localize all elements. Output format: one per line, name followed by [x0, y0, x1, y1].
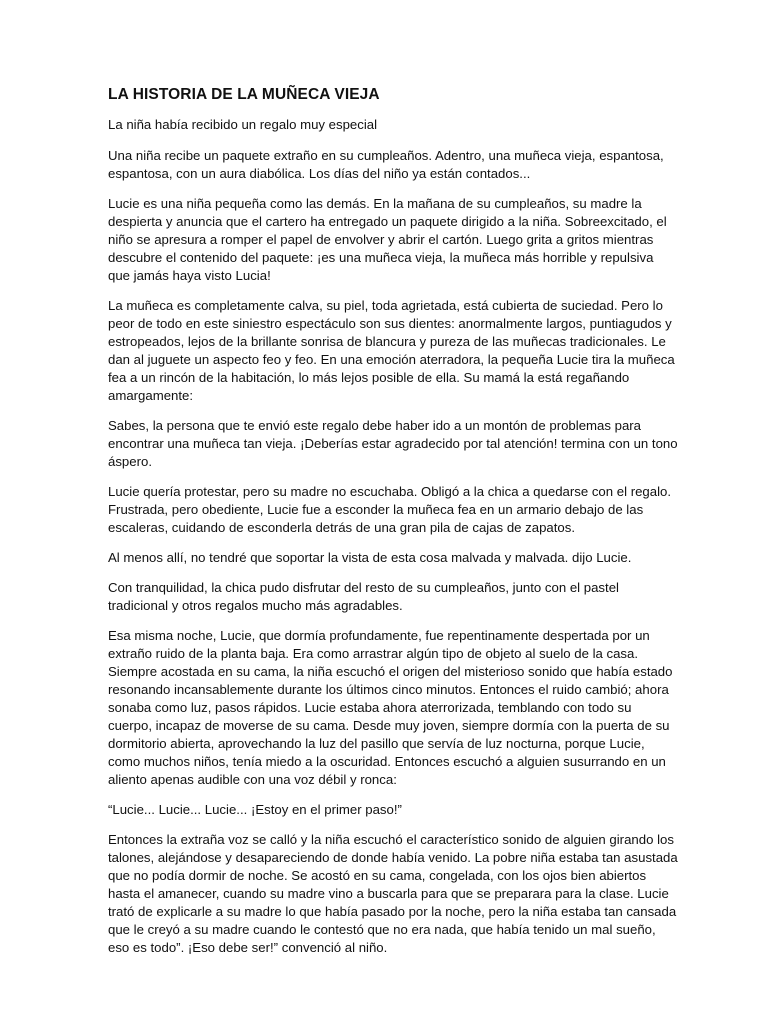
paragraph-birthday: Lucie es una niña pequeña como las demás. En la mañana de su cumpleaños, su madre la despierta y anuncia que el cartero ha entregado un paquete dirigido a la niña. Sobreexcitado, el niño se apresura a romper el papel de envolver y abrir el cartón. Luego grita a gritos mientras descubre el contenido del paquete: ¡es una muñeca vieja, la muñeca más horrible y repulsiva que jamás haya visto Lucia! [108, 196, 667, 283]
paragraph-morning: Entonces la extraña voz se calló y la niña escuchó el característico sonido de alguien girando los talones, alejándose y desapareciendo de donde había venido. La pobre niña estaba tan asustada que no podía dormir de noche. Se acostó en su cama, congelada, con los ojos bien abiertos hasta el amanecer, cuando su madre vino a buscarla para que se preparara para la clase. Lucie trató de explicarle a su madre lo que había pasado por la noche, pero la niña estaba tan cansada que le creyó a su madre cuando le contestó que no era nada, que había tenido un mal sueño, eso es todo”. ¡Eso debe ser!” convenció al niño. [108, 832, 678, 955]
paragraph-doll-description: La muñeca es completamente calva, su piel, toda agrietada, está cubierta de suciedad. Pero lo peor de todo en este siniestro espectáculo son sus dientes: anormalmente largos, puntiagudos y estropeados, lejos de la brillante sonrisa de blancura y pureza de las muñecas tradicionales. Le dan al juguete un aspecto feo y feo. En una emoción aterradora, la pequeña Lucie tira la muñeca fea a un rincón de la habitación, lo más lejos posible de ella. Su mamá la está regañando amargamente: [108, 298, 675, 403]
paragraph-rest-of-birthday: Con tranquilidad, la chica pudo disfrutar del resto de su cumpleaños, junto con el pastel tradicional y otros regalos mucho más agradables. [108, 580, 619, 613]
document-subtitle: La niña había recibido un regalo muy especial [108, 117, 378, 132]
paragraph-hide-doll: Lucie quería protestar, pero su madre no escuchaba. Obligó a la chica a quedarse con el regalo. Frustrada, pero obediente, Lucie fue a esconder la muñeca fea en un armario debajo de las escaleras, cuidando de esconderla detrás de una gran pila de cajas de zapatos. [108, 484, 672, 535]
paragraph-whisper: “Lucie... Lucie... Lucie... ¡Estoy en el primer paso!” [108, 802, 402, 817]
paragraph-mother-speech: Sabes, la persona que te envió este regalo debe haber ido a un montón de problemas para encontrar una muñeca tan vieja. ¡Deberías estar agradecido por tal atención! termina con un tono áspero. [108, 418, 678, 469]
document-title: LA HISTORIA DE LA MUÑECA VIEJA [108, 86, 380, 103]
paragraph-night-noise: Esa misma noche, Lucie, que dormía profundamente, fue repentinamente despertada por un extraño ruido de la planta baja. Era como arrastrar algún tipo de objeto al suelo de la casa. Siempre acostada en su cama, la niña escuchó el origen del misterioso sonido que había estado resonando incansablemente durante los últimos cinco minutos. Entonces el ruido cambió; ahora sonaba como luz, pasos rápidos. Lucie estaba ahora aterrorizada, temblando con todo su cuerpo, incapaz de moverse de su cama. Desde muy joven, siempre dormía con la puerta de su dormitorio abierta, aprovechando la luz del pasillo que servía de luz nocturna, porque Lucie, como muchos niños, tenía miedo a la oscuridad. Entonces escuchó a alguien susurrando en un aliento apenas audible con una voz débil y ronca: [108, 628, 673, 787]
paragraph-lucie-quote: Al menos allí, no tendré que soportar la vista de esta cosa malvada y malvada. dijo Lucie. [108, 550, 632, 565]
paragraph-summary: Una niña recibe un paquete extraño en su cumpleaños. Adentro, una muñeca vieja, espantosa, espantosa, con un aura diabólica. Los días del niño ya están contados... [108, 148, 664, 181]
